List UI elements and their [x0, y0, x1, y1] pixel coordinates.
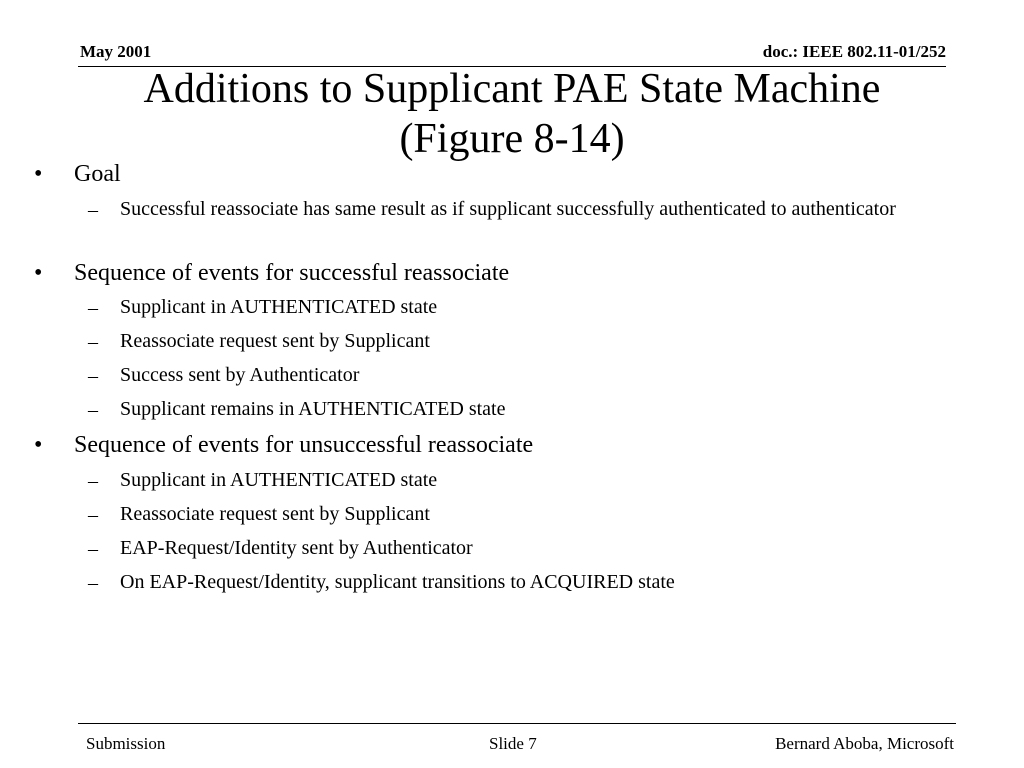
sub-bullet-marker: –: [88, 399, 98, 421]
sub-bullet-marker: –: [88, 470, 98, 492]
sub-bullet-unsuccessful-2: Reassociate request sent by Supplicant: [120, 503, 430, 525]
bullet-goal: Goal: [74, 161, 121, 187]
bullet-successful-reassociate: Sequence of events for successful reassociate: [74, 260, 510, 286]
bullet-marker: •: [34, 260, 43, 286]
sub-bullet-goal-1: Successful reassociate has same result as if supplicant successfully authenticated to authenticator: [120, 198, 896, 220]
sub-bullet-unsuccessful-3: EAP-Request/Identity sent by Authenticator: [120, 537, 473, 559]
footer-submission: Submission: [86, 734, 166, 753]
slide-title-line1: Additions to Supplicant PAE State Machine: [143, 66, 881, 112]
sub-bullet-marker: –: [88, 199, 98, 221]
sub-bullet-marker: –: [88, 504, 98, 526]
footer-slide-number: Slide 7: [489, 734, 537, 753]
sub-bullet-marker: –: [88, 572, 98, 594]
header-date: May 2001: [80, 42, 152, 61]
footer-divider: [78, 723, 956, 724]
slide-title-line2: (Figure 8-14): [399, 116, 625, 162]
sub-bullet-successful-4: Supplicant remains in AUTHENTICATED state: [120, 398, 506, 420]
bullet-unsuccessful-reassociate: Sequence of events for unsuccessful reassociate: [74, 432, 534, 458]
sub-bullet-successful-3: Success sent by Authenticator: [120, 364, 360, 386]
sub-bullet-successful-2: Reassociate request sent by Supplicant: [120, 330, 430, 352]
bullet-marker: •: [34, 161, 43, 187]
sub-bullet-marker: –: [88, 365, 98, 387]
sub-bullet-marker: –: [88, 538, 98, 560]
sub-bullet-unsuccessful-4: On EAP-Request/Identity, supplicant transitions to ACQUIRED state: [120, 571, 675, 593]
header-doc-id: doc.: IEEE 802.11-01/252: [762, 42, 946, 61]
footer-author: Bernard Aboba, Microsoft: [775, 734, 954, 753]
bullet-marker: •: [34, 432, 43, 458]
sub-bullet-successful-1: Supplicant in AUTHENTICATED state: [120, 296, 438, 318]
sub-bullet-marker: –: [88, 331, 98, 353]
sub-bullet-marker: –: [88, 297, 98, 319]
sub-bullet-unsuccessful-1: Supplicant in AUTHENTICATED state: [120, 469, 438, 491]
slide-title: [0, 64, 1024, 164]
